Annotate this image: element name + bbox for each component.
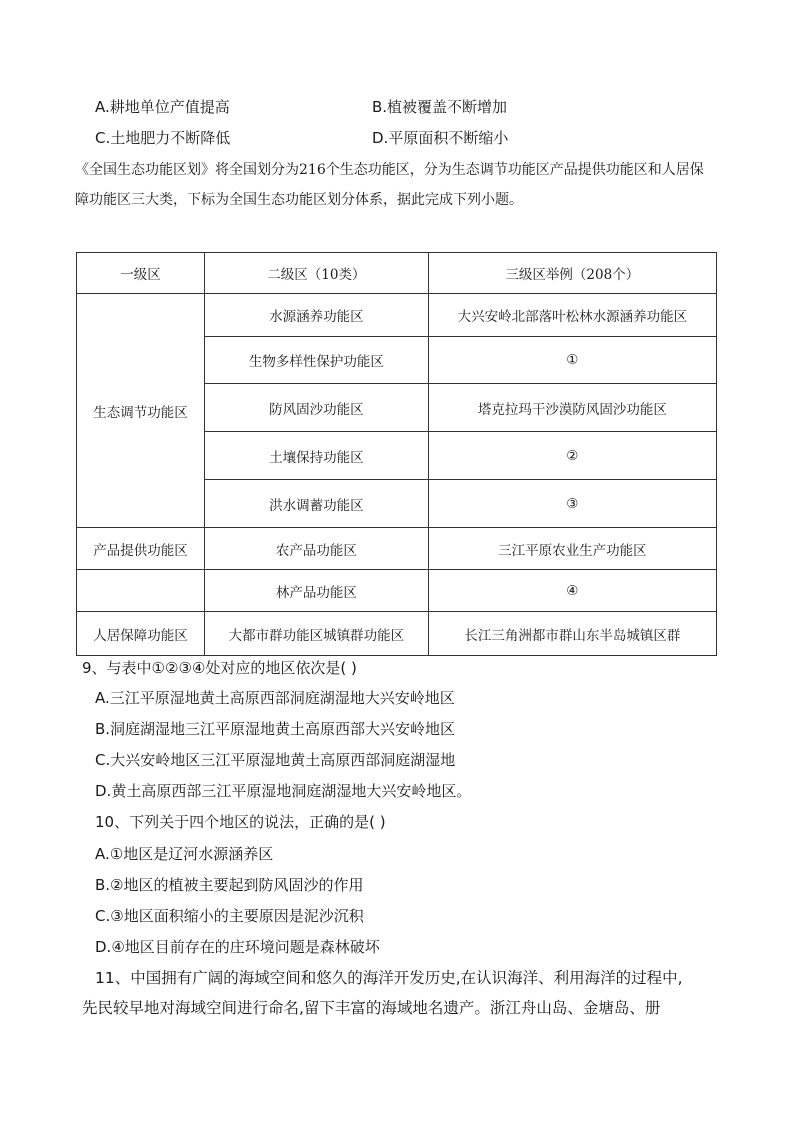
header-level2: 二级区（10类） xyxy=(205,253,429,294)
prev-options-row-2 xyxy=(95,128,508,148)
q9-option-b: B.洞庭湖湿地三江平原湿地黄土高原西部大兴安岭地区 xyxy=(95,720,456,738)
group-product-supply: 产品提供功能区 xyxy=(77,528,205,570)
table-cell-empty xyxy=(77,570,205,612)
table-cell: 土壤保持功能区 xyxy=(205,432,429,480)
question-10-title: 10、下列关于四个地区的说法，正确的是( ) xyxy=(95,813,386,831)
q10-option-d: D.④地区目前存在的庄环境问题是森林破坏 xyxy=(95,938,380,956)
table-row xyxy=(77,528,717,570)
table-cell: 大兴安岭北部落叶松林水源涵养功能区 xyxy=(428,294,716,337)
question-11-paragraph xyxy=(82,963,695,1023)
option-b: B.植被覆盖不断增加 xyxy=(372,98,508,116)
group-eco-regulation: 生态调节功能区 xyxy=(77,294,205,528)
option-d: D.平原面积不断缩小 xyxy=(372,129,509,147)
table-row xyxy=(77,570,717,612)
eco-zone-table xyxy=(76,252,717,656)
q11-line-2: 先民较早地对海域空间进行命名,留下丰富的海域地名遗产。浙江舟山岛、金塘岛、册 xyxy=(82,999,661,1017)
option-a: A.耕地单位产值提高 xyxy=(95,98,230,116)
q9-option-c: C.大兴安岭地区三江平原湿地黄土高原西部洞庭湖湿地 xyxy=(95,751,456,769)
q10-option-b: B.②地区的植被主要起到防风固沙的作用 xyxy=(95,876,364,894)
table-row xyxy=(77,294,717,337)
prev-options-row-1 xyxy=(95,97,507,117)
q10-option-c: C.③地区面积缩小的主要原因是泥沙沉积 xyxy=(95,907,364,925)
q9-option-d: D.黄土高原西部三江平原湿地洞庭湖湿地大兴安岭地区。 xyxy=(95,782,472,800)
table-cell: 农产品功能区 xyxy=(205,528,429,570)
table-cell: 林产品功能区 xyxy=(205,570,429,612)
table-cell: ④ xyxy=(428,570,716,612)
table-cell: ③ xyxy=(428,480,716,528)
table-cell: 水源涵养功能区 xyxy=(205,294,429,337)
table-cell: ① xyxy=(428,337,716,384)
table-cell: 生物多样性保护功能区 xyxy=(205,337,429,384)
table-cell: ② xyxy=(428,432,716,480)
table-header-row xyxy=(77,253,717,294)
table-cell: 洪水调蓄功能区 xyxy=(205,480,429,528)
table-cell: 塔克拉玛干沙漠防风固沙功能区 xyxy=(428,384,716,432)
table-cell: 大都市群功能区城镇群功能区 xyxy=(205,612,429,656)
group-habitation: 人居保障功能区 xyxy=(77,612,205,656)
header-level3: 三级区举例（208个） xyxy=(428,253,716,294)
option-c: C.土地肥力不断降低 xyxy=(95,129,231,147)
table-cell: 长江三角洲都市群山东半岛城镇区群 xyxy=(428,612,716,656)
q10-option-a: A.①地区是辽河水源涵养区 xyxy=(95,845,274,863)
q11-line-1: 11、中国拥有广阔的海域空间和悠久的海洋开发历史,在认识海洋、利用海洋的过程中, xyxy=(95,969,683,987)
q9-option-a: A.三江平原湿地黄土高原西部洞庭湖湿地大兴安岭地区 xyxy=(95,689,455,707)
header-level1: 一级区 xyxy=(77,253,205,294)
table-cell: 防风固沙功能区 xyxy=(205,384,429,432)
table-cell: 三江平原农业生产功能区 xyxy=(428,528,716,570)
table-row xyxy=(77,612,717,656)
intro-paragraph: 《全国生态功能区划》将全国划分为216个生态功能区，分为生态调节功能区产品提供功能区和人居保障功能区三大类，下标为全国生态功能区划分体系，据此完成下列小题。 xyxy=(75,162,704,208)
question-9-title: 9、与表中①②③④处对应的地区依次是( ) xyxy=(82,659,357,677)
